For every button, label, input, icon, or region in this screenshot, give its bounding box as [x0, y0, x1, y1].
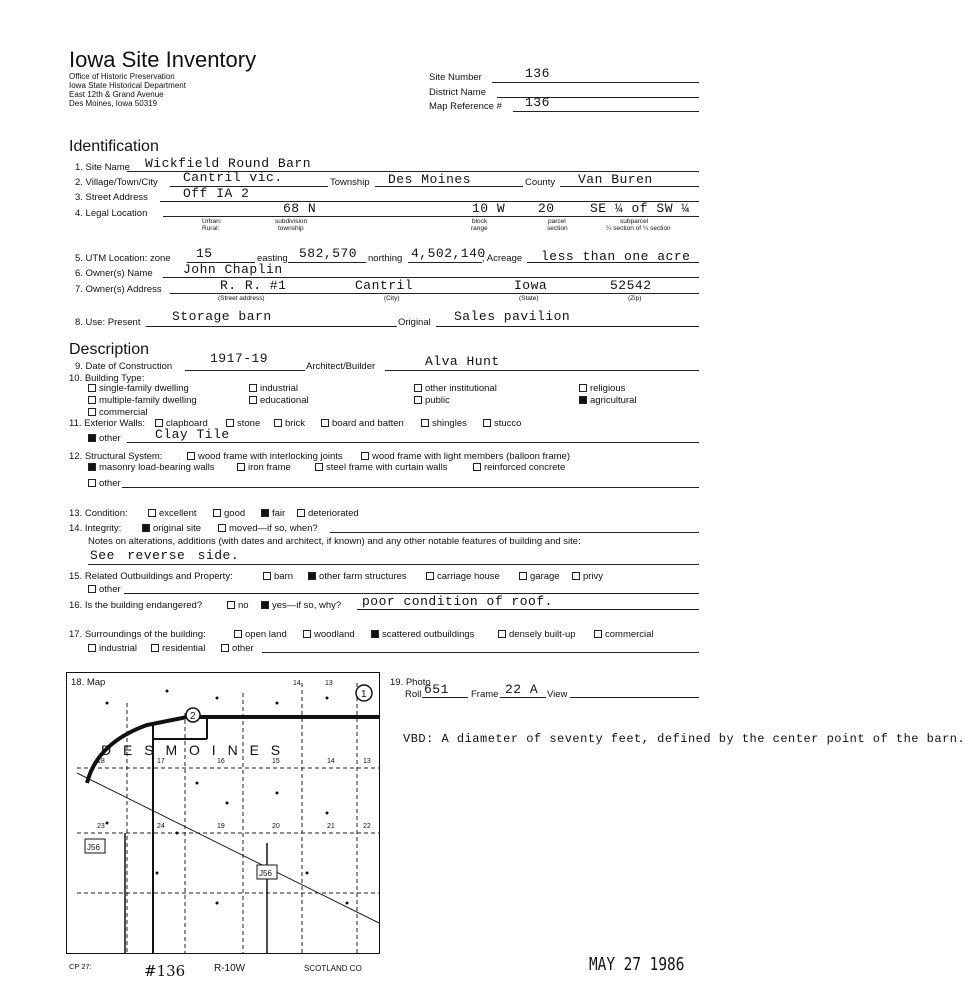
form-title: Iowa Site Inventory	[69, 47, 257, 72]
bt-educational[interactable]: educational	[249, 395, 309, 406]
map-num: 24	[157, 823, 165, 830]
footer-handwritten-number: #136	[144, 962, 186, 980]
footer-county-credit: SCOTLAND CO	[304, 964, 362, 973]
map-num: 13	[363, 758, 371, 765]
photo-label: 19. Photo	[390, 677, 431, 688]
map-box	[66, 672, 380, 954]
map-num: 22	[363, 823, 371, 830]
owner-zip-value[interactable]: 52542	[610, 278, 652, 293]
bt-industrial[interactable]: industrial	[249, 383, 298, 394]
legal-sub-range: range	[471, 225, 488, 232]
county-label: County	[525, 177, 556, 188]
checkbox-checked[interactable]	[88, 434, 96, 442]
map-num: 18	[97, 758, 105, 765]
checkbox[interactable]	[498, 630, 506, 638]
checkbox[interactable]	[148, 509, 156, 517]
legal-sub-township: township	[278, 225, 304, 232]
vbd-note: VBD: A diameter of seventy feet, defined by the center point of the barn.	[403, 732, 965, 746]
checkbox[interactable]	[88, 479, 96, 487]
owner-state-value[interactable]: Iowa	[514, 278, 548, 293]
checkbox[interactable]	[249, 396, 257, 404]
bt-religious[interactable]: religious	[579, 383, 625, 394]
endangered-yes[interactable]: yes—if so, why?	[261, 600, 341, 611]
cond-fair[interactable]: fair	[261, 508, 285, 519]
sur-scattered[interactable]: scattered outbuildings	[371, 629, 474, 640]
endangered-label: 16. Is the building endangered?	[69, 600, 203, 611]
checkbox[interactable]	[88, 408, 96, 416]
surroundings-label: 17. Surroundings of the building:	[69, 629, 206, 640]
condition-label: 13. Condition:	[69, 508, 128, 519]
view-label: View	[547, 689, 568, 700]
village-label: 2. Village/Town/City	[75, 177, 158, 188]
legal-sub-parcel: parcel	[548, 218, 566, 225]
identification-heading: Identification	[69, 138, 159, 155]
map-num: 17	[157, 758, 165, 765]
checkbox[interactable]	[249, 384, 257, 392]
frame-value[interactable]: 22 A	[505, 682, 539, 697]
checkbox[interactable]	[155, 419, 163, 427]
checkbox[interactable]	[187, 452, 195, 460]
ob-carriage-house[interactable]: carriage house	[426, 571, 500, 582]
easting-value[interactable]: 582,570	[299, 246, 358, 261]
acreage-label: ; Acreage	[482, 253, 523, 264]
map-drawing	[67, 673, 379, 953]
map-num: 23	[97, 823, 105, 830]
legal-sub-subdivision: subdivision	[275, 218, 308, 225]
checkbox[interactable]	[473, 463, 481, 471]
ew-clapboard[interactable]: clapboard	[155, 418, 208, 429]
architect-value[interactable]: Alva Hunt	[425, 354, 500, 369]
checkbox[interactable]	[227, 601, 235, 609]
sur-woodland[interactable]: woodland	[303, 629, 355, 640]
checkbox[interactable]	[213, 509, 221, 517]
utm-zone-value[interactable]: 15	[196, 246, 213, 261]
ew-board-batten[interactable]: board and batten	[321, 418, 404, 429]
exterior-walls-label: 11. Exterior Walls:	[69, 418, 146, 429]
ew-brick[interactable]: brick	[274, 418, 305, 429]
notes-value[interactable]: See reverse side.	[90, 548, 240, 563]
owner-street-value[interactable]: R. R. #1	[220, 278, 287, 293]
legal-block-value[interactable]: 10 W	[472, 201, 506, 216]
use-present-value[interactable]: Storage barn	[172, 309, 272, 324]
description-heading: Description	[69, 341, 150, 358]
checkbox-checked[interactable]	[142, 524, 150, 532]
addr-sub-city: (City)	[384, 295, 400, 302]
owner-name-value[interactable]: John Chaplin	[183, 262, 283, 277]
checkbox[interactable]	[88, 396, 96, 404]
street-label: 3. Street Address	[75, 192, 148, 203]
office-line-4: Des Moines, Iowa 50319	[69, 99, 158, 108]
owner-name-label: 6. Owner(s) Name	[75, 268, 153, 279]
legal-sub-subparcel: subparcel	[620, 218, 649, 225]
sur-industrial[interactable]: industrial	[88, 643, 137, 654]
checkbox[interactable]	[237, 463, 245, 471]
ss-masonry[interactable]: masonry load-bearing walls	[88, 462, 215, 473]
legal-subparcel-value[interactable]: SE ¼ of SW ¼	[590, 201, 690, 216]
office-line-3: East 12th & Grand Avenue	[69, 90, 164, 99]
checkbox[interactable]	[579, 384, 587, 392]
office-line-2: Iowa State Historical Department	[69, 81, 186, 90]
ob-barn[interactable]: barn	[263, 571, 293, 582]
building-type-label: 10. Building Type:	[69, 373, 145, 384]
site-number-label: Site Number	[429, 72, 482, 83]
map-num: 16	[217, 758, 225, 765]
legal-sub-urban: Urban:	[202, 218, 222, 225]
map-num: 21	[327, 823, 335, 830]
northing-label: northing	[368, 253, 403, 264]
map-marker-2: 2	[190, 711, 196, 722]
legal-sub-block: block	[472, 218, 488, 225]
ss-balloon[interactable]: wood frame with light members (balloon frame)	[361, 451, 570, 462]
township-value[interactable]: Des Moines	[388, 172, 472, 187]
ob-other[interactable]: other	[88, 584, 121, 595]
site-number-value[interactable]: 136	[525, 66, 550, 81]
structural-label: 12. Structural System:	[69, 451, 163, 462]
checkbox[interactable]	[88, 384, 96, 392]
notes-label: Notes on alterations, additions (with dates and architect, if known) and any other notable features of building and site:	[88, 536, 581, 547]
endangered-reason-value[interactable]: poor condition of roof.	[362, 594, 553, 609]
checkbox[interactable]	[483, 419, 491, 427]
sur-open-land[interactable]: open land	[234, 629, 287, 640]
checkbox[interactable]	[315, 463, 323, 471]
map-num: 14	[293, 680, 301, 687]
sur-residential[interactable]: residential	[151, 643, 205, 654]
map-num: 13	[325, 680, 333, 687]
bt-single-family[interactable]: single-family dwelling	[88, 383, 189, 394]
footer-range: R-10W	[214, 963, 246, 974]
district-name-label: District Name	[429, 87, 487, 98]
sur-commercial[interactable]: commercial	[594, 629, 654, 640]
ob-other-farm[interactable]: other farm structures	[308, 571, 407, 582]
ss-other[interactable]: other	[88, 478, 121, 489]
bt-agricultural[interactable]: agricultural	[579, 395, 636, 406]
legal-location-label: 4. Legal Location	[75, 208, 148, 219]
bt-public[interactable]: public	[414, 395, 450, 406]
checkbox[interactable]	[519, 572, 527, 580]
bt-other-institutional[interactable]: other institutional	[414, 383, 497, 394]
route-shield-j56: J56	[87, 843, 100, 852]
cond-good[interactable]: good	[213, 508, 245, 519]
footer-cp: CP 27:	[69, 962, 92, 971]
easting-label: easting	[257, 253, 288, 264]
cond-deteriorated[interactable]: deteriorated	[297, 508, 359, 519]
outbuildings-label: 15. Related Outbuildings and Property:	[69, 571, 233, 582]
map-reference-value[interactable]: 136	[525, 95, 550, 110]
use-present-label: 8. Use: Present	[75, 317, 141, 328]
addr-sub-zip: (Zip)	[628, 295, 642, 302]
utm-label: 5. UTM Location: zone	[75, 253, 171, 264]
checkbox[interactable]	[151, 644, 159, 652]
date-stamp: MAY 27 1986	[589, 954, 685, 975]
checkbox[interactable]	[303, 630, 311, 638]
exterior-other-value[interactable]: Clay Tile	[155, 427, 230, 442]
checkbox[interactable]	[361, 452, 369, 460]
use-original-label: Original	[398, 317, 431, 328]
checkbox[interactable]	[594, 630, 602, 638]
checkbox[interactable]	[421, 419, 429, 427]
checkbox-checked[interactable]	[579, 396, 587, 404]
sur-other[interactable]: other	[221, 643, 254, 654]
checkbox[interactable]	[572, 572, 580, 580]
map-reference-label: Map Reference #	[429, 101, 502, 112]
date-construction-value[interactable]: 1917-19	[210, 351, 269, 366]
checkbox[interactable]	[221, 644, 229, 652]
map-num: 14	[327, 758, 335, 765]
architect-label: Architect/Builder	[306, 361, 376, 372]
legal-sub-quarter: ¼ section of ¼ section	[606, 225, 671, 232]
integ-original-site[interactable]: original site	[142, 523, 201, 534]
checkbox-checked[interactable]	[308, 572, 316, 580]
ss-steel-frame[interactable]: steel frame with curtain walls	[315, 462, 447, 473]
village-value[interactable]: Cantril vic.	[183, 170, 283, 185]
checkbox[interactable]	[218, 524, 226, 532]
checkbox[interactable]	[297, 509, 305, 517]
roll-value[interactable]: 651	[424, 682, 449, 697]
ew-shingles[interactable]: shingles	[421, 418, 467, 429]
checkbox-checked[interactable]	[88, 463, 96, 471]
legal-subdivision-value[interactable]: 68 N	[283, 201, 317, 216]
owner-address-label: 7. Owner(s) Address	[75, 284, 162, 295]
checkbox[interactable]	[263, 572, 271, 580]
map-num: 19	[217, 823, 225, 830]
township-label: Township	[330, 177, 370, 188]
legal-sub-rural: Rural:	[202, 225, 220, 232]
checkbox[interactable]	[414, 396, 422, 404]
ew-stucco[interactable]: stucco	[483, 418, 521, 429]
acreage-value[interactable]: less than one acre	[541, 249, 691, 264]
integrity-label: 14. Integrity:	[69, 523, 122, 534]
site-name-label: 1. Site Name	[75, 162, 130, 173]
addr-sub-street: (Street address)	[218, 295, 265, 302]
site-name-value[interactable]: Wickfield Round Barn	[145, 156, 312, 171]
owner-city-value[interactable]: Cantril	[355, 278, 414, 293]
checkbox-checked[interactable]	[371, 630, 379, 638]
ob-privy[interactable]: privy	[572, 571, 603, 582]
checkbox[interactable]	[321, 419, 329, 427]
street-value[interactable]: Off IA 2	[183, 186, 250, 201]
checkbox[interactable]	[226, 419, 234, 427]
cond-excellent[interactable]: excellent	[148, 508, 197, 519]
frame-label: Frame	[471, 689, 499, 700]
county-value[interactable]: Van Buren	[578, 172, 653, 187]
addr-sub-state: (State)	[519, 295, 539, 302]
checkbox-checked[interactable]	[261, 601, 269, 609]
legal-parcel-value[interactable]: 20	[538, 201, 555, 216]
use-original-value[interactable]: Sales pavilion	[454, 309, 571, 324]
ew-other[interactable]: other	[88, 433, 121, 444]
northing-value[interactable]: 4,502,140	[411, 246, 486, 261]
checkbox[interactable]	[274, 419, 282, 427]
office-line-1: Office of Historic Preservation	[69, 72, 175, 81]
map-label: 18. Map	[71, 677, 106, 688]
bt-multiple-family[interactable]: multiple-family dwelling	[88, 395, 197, 406]
bt-commercial[interactable]: commercial	[88, 407, 148, 418]
endangered-no[interactable]: no	[227, 600, 249, 611]
ss-iron-frame[interactable]: iron frame	[237, 462, 291, 473]
checkbox[interactable]	[88, 585, 96, 593]
route-shield-j56: J56	[259, 869, 272, 878]
map-marker-1: 1	[361, 689, 367, 700]
integ-moved[interactable]: moved—if so, when?	[218, 523, 318, 534]
roll-label: Roll	[405, 689, 422, 700]
checkbox[interactable]	[414, 384, 422, 392]
ss-reinforced[interactable]: reinforced concrete	[473, 462, 565, 473]
checkbox-checked[interactable]	[261, 509, 269, 517]
ss-interlocking[interactable]: wood frame with interlocking joints	[187, 451, 343, 462]
ob-garage[interactable]: garage	[519, 571, 560, 582]
legal-sub-section: section	[547, 225, 568, 232]
map-num: 20	[272, 823, 280, 830]
checkbox[interactable]	[234, 630, 242, 638]
map-num: 15	[272, 758, 280, 765]
ew-stone[interactable]: stone	[226, 418, 260, 429]
date-construction-label: 9. Date of Construction	[75, 361, 173, 372]
sur-dense[interactable]: densely built-up	[498, 629, 576, 640]
checkbox[interactable]	[88, 644, 96, 652]
map-township-text: D E S M O I N E S	[101, 742, 285, 758]
checkbox[interactable]	[426, 572, 434, 580]
